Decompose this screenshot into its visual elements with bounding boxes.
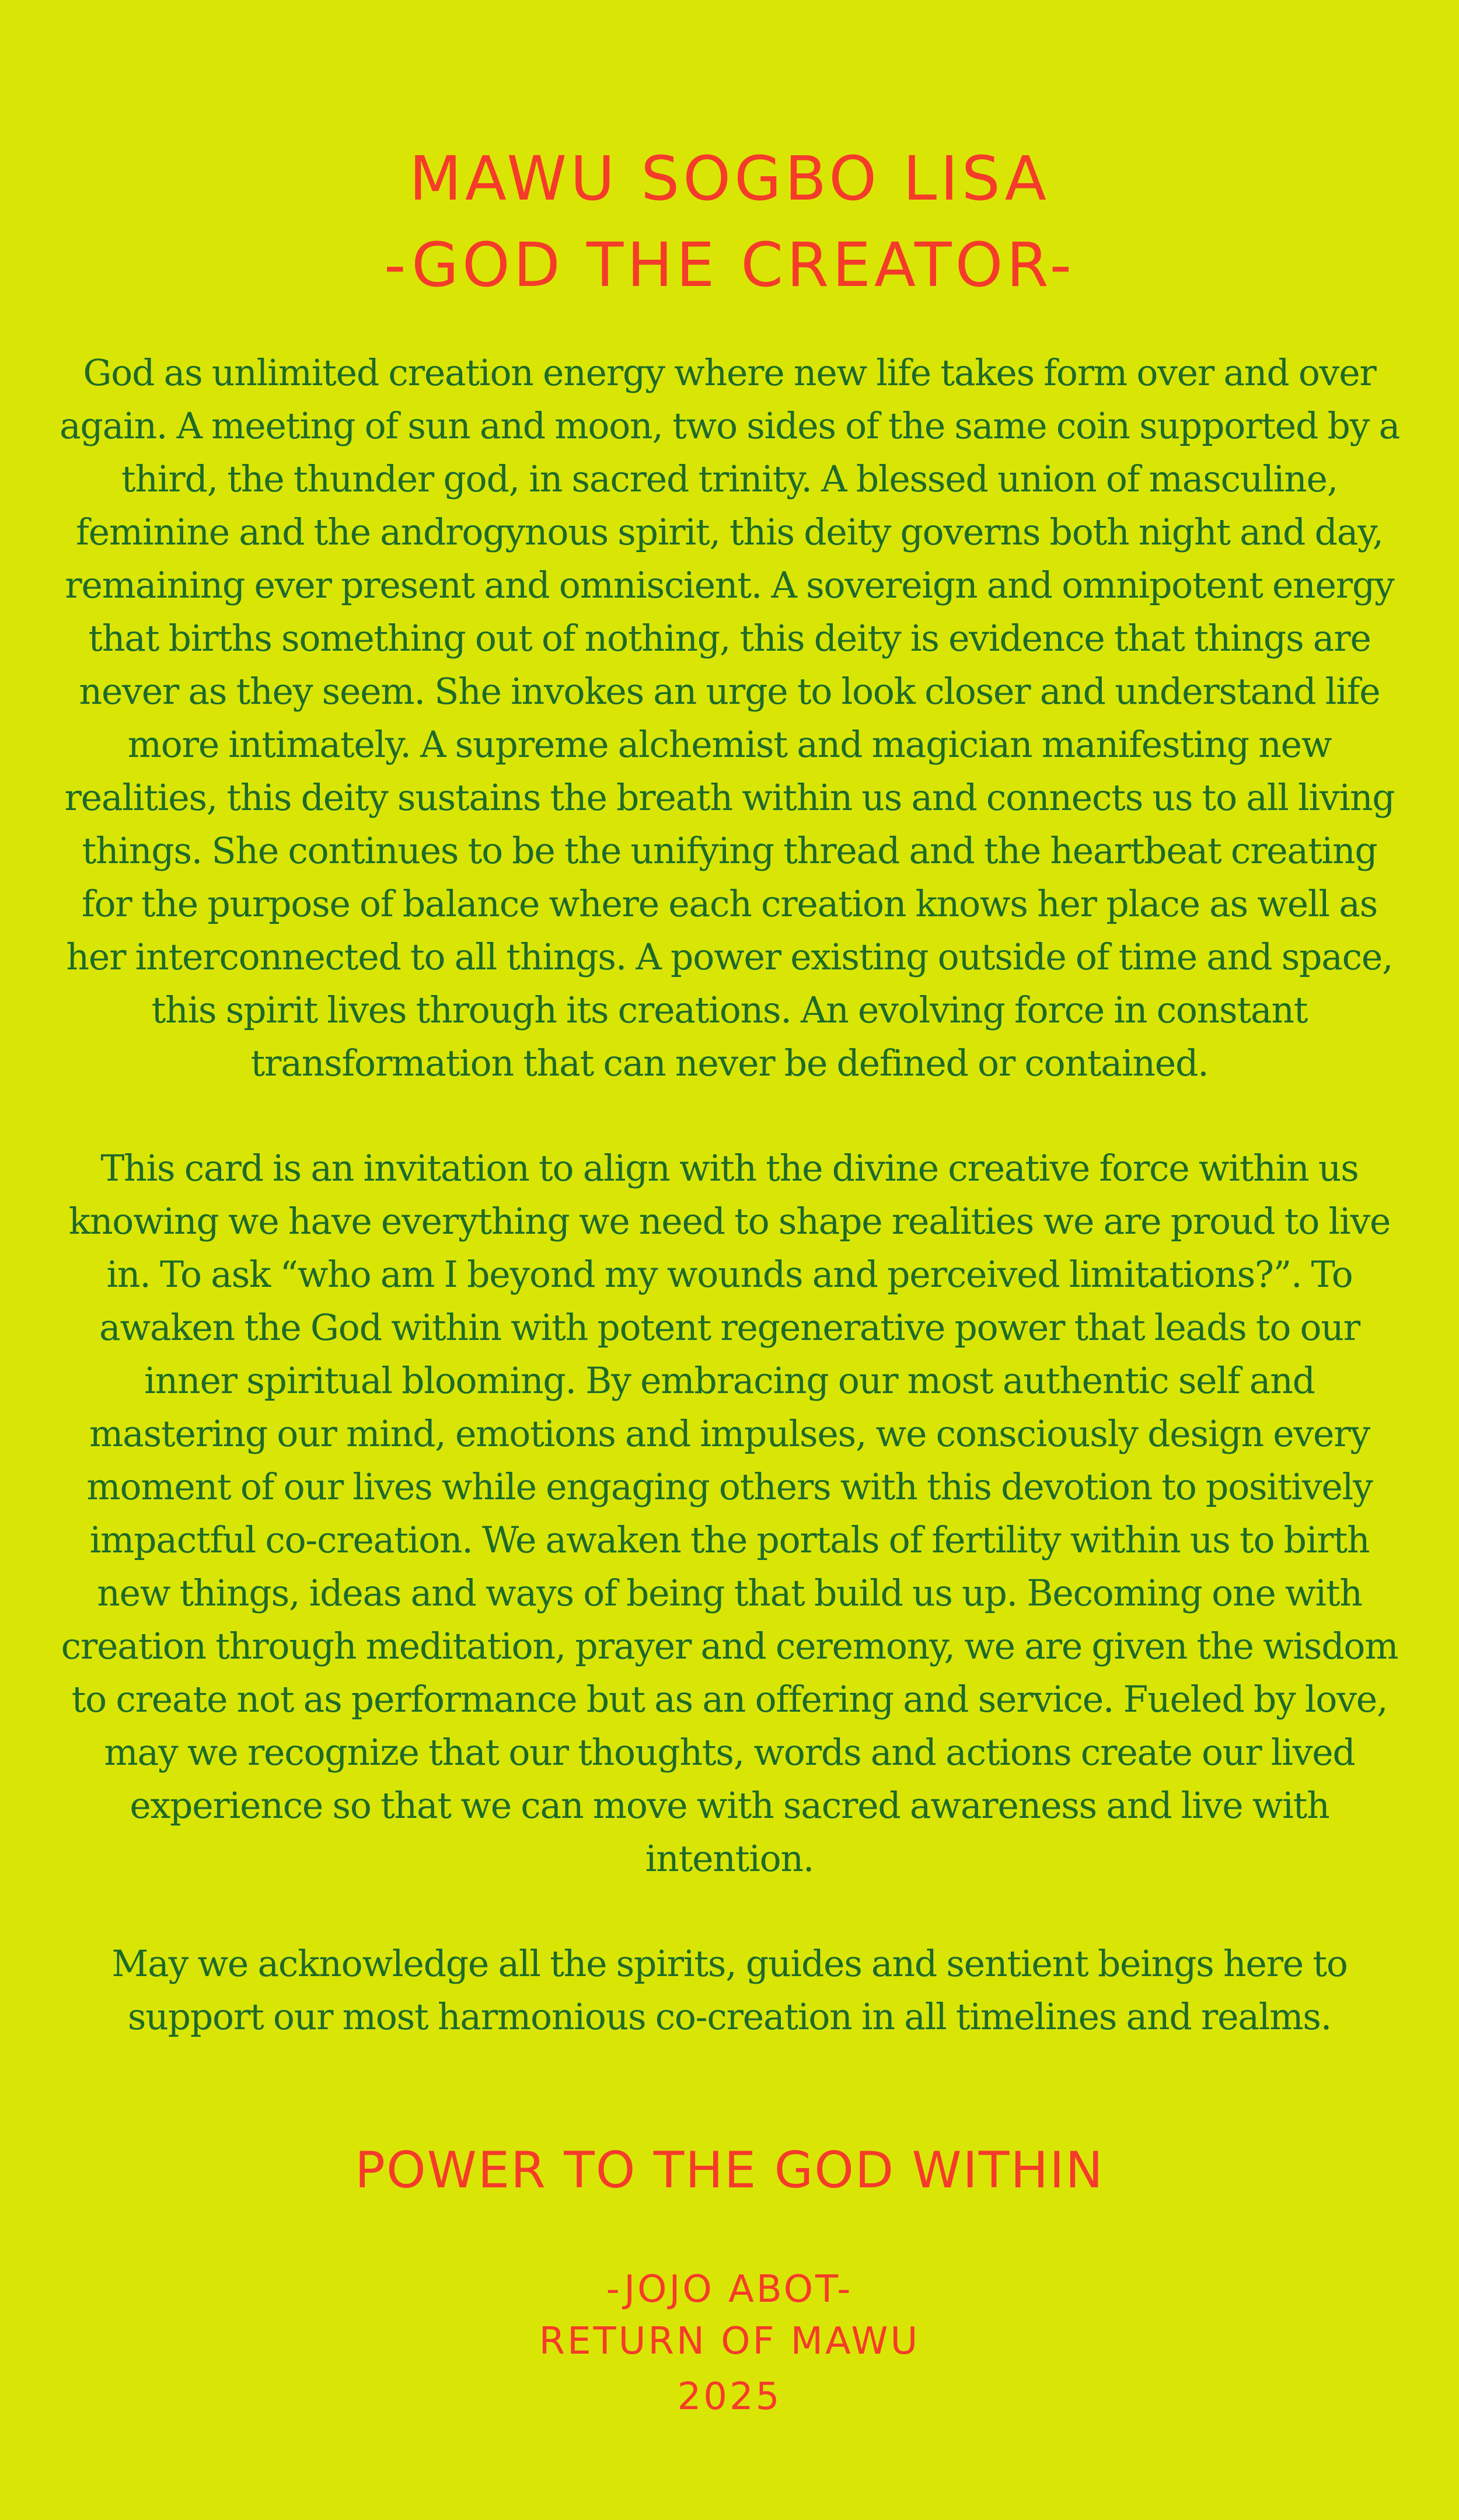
- card-subtitle: -GOD THE CREATOR-: [383, 229, 1076, 301]
- project-name: RETURN OF MAWU: [539, 2320, 920, 2363]
- description-paragraph: God as unlimited creation energy where new life takes form over and over again. A meeting of sun and moon, two sides of the same coin supported by a third, the thunder god, in sacred trinity. A blessed union of masculine, feminine and the androgynous spirit, this deity governs both night and day, remaining ever present and omniscient. A sovereign and omnipotent energy that births something out of nothing, this deity is evidence that things are never as they seem. She invokes an urge to look closer and understand life more intimately. A supreme alchemist and magician manifesting new realities, this deity sustains the breath within us and connects us to all living things. She continues to be the unifying thread and the heartbeat creating for the purpose of balance where each creation knows her place as well as her interconnected to all things. A power existing outside of time and space, this spirit lives through its creations. An evolving force in constant transformation that can never be defined or contained.: [59, 352, 1400, 1084]
- slogan: POWER TO THE GOD WITHIN: [355, 2141, 1104, 2200]
- blessing-paragraph: May we acknowledge all the spirits, guides and sentient beings here to support our most harmonious co-creation in all timelines and realms.: [111, 1943, 1348, 2038]
- year: 2025: [677, 2375, 782, 2418]
- card-title: MAWU SOGBO LISA: [409, 143, 1050, 214]
- invitation-paragraph: This card is an invitation to align with the divine creative force within us knowing we have everything we need to shape realities we are proud to live in. To ask “who am I beyond my wounds and perceived limitations?”. To awaken the God within with potent regenerative power that leads to our inner spiritual blooming. By embracing our most authentic self and mastering our mind, emotions and impulses, we consciously design every moment of our lives while engaging others with this devotion to positively impactful co-creation. We awaken the portals of fertility within us to birth new things, ideas and ways of being that build us up. Becoming one with creation through meditation, prayer and ceremony, we are given the wisdom to create not as performance but as an offering and service. Fueled by love, may we recognize that our thoughts, words and actions create our lived experience so that we can move with sacred awareness and live with intention.: [61, 1147, 1398, 1880]
- author-signature: -JOJO ABOT-: [606, 2268, 853, 2311]
